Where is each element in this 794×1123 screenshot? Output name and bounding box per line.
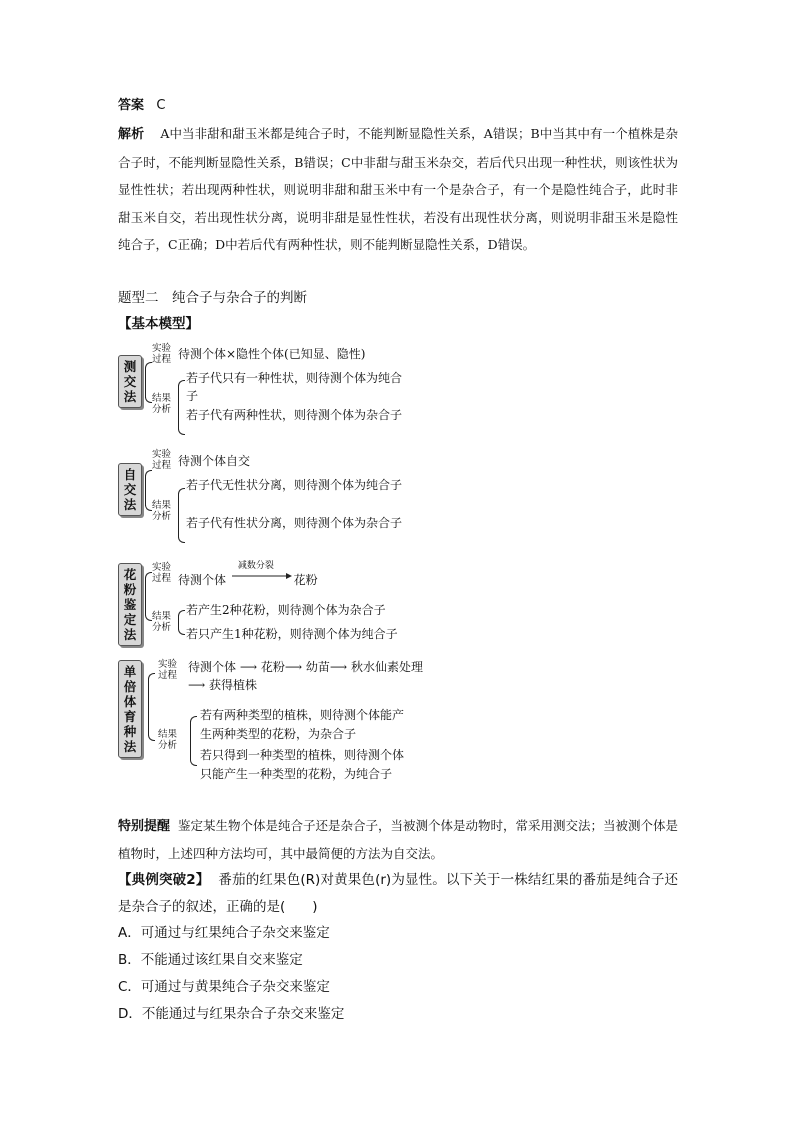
process-text: 待测个体×隐性个体(已知显、隐性) [178, 347, 366, 361]
step-5: 获得植株 [209, 678, 258, 692]
method-name-box [118, 563, 142, 646]
result-2: 若子代有性状分离，则待测个体为杂合子 [186, 516, 403, 530]
example-stem [118, 867, 678, 921]
bracket-bottom [145, 372, 152, 403]
result-bracket-bottom [190, 735, 197, 766]
step-2: 花粉 [260, 660, 285, 674]
result-label: 结果分析 [152, 611, 172, 633]
model-title: 【基本模型】 [118, 316, 199, 332]
process-to: 花粉 [293, 573, 318, 587]
analysis-paragraph [118, 120, 678, 259]
result-1: 若产生2种花粉，则待测个体为杂合子 [186, 603, 386, 617]
analysis-text: A中当非甜和甜玉米都是纯合子时，不能判断显隐性关系，A错误；B中当其中有一个植株是杂合子时，不能判断显隐性关系，B错误；C中非甜与甜玉米杂交，若后代只出现一种性状，则该性状为显性性状；若出现两种性状，则说明非甜和甜玉米中有一个是杂合子，有一个是隐性纯合子，此时非甜玉米自交，若出现性状分离，说明非甜是显性性状，若没有出现性状分离，则说明非甜玉米是隐性纯合子，C正确；D中若后代有两种性状，则不能判断显隐性关系，D错误。 [118, 126, 678, 252]
method-name: 测交法 [123, 359, 137, 404]
answer-label: 答案 [118, 98, 145, 113]
tip-paragraph [118, 812, 678, 867]
step-4: 秋水仙素处理 [350, 660, 423, 674]
process-arrow-label: 减数分裂 [237, 561, 274, 571]
method-name: 花粉鉴定法 [123, 567, 137, 642]
bracket-bottom [145, 590, 152, 621]
answer-value: C [156, 98, 166, 113]
arrow-icon: ⟶ [188, 678, 210, 692]
result-bracket-top [178, 488, 185, 505]
proc-label: 实验过程 [152, 343, 172, 365]
bracket-bottom [145, 480, 152, 511]
method-name: 单倍体育种法 [123, 664, 137, 754]
arrow-icon: ⟶ [236, 660, 261, 674]
option-c: C．可通过与黄果纯合子杂交来鉴定 [118, 979, 330, 995]
result-bracket-top [178, 380, 185, 397]
example-text: 番茄的红果色(R)对黄果色(r)为显性。以下关于一株结红果的番茄是纯合子还是杂合子的叙述，正确的是( ) [118, 872, 678, 915]
method-name-box [118, 463, 142, 516]
result-label: 结果分析 [158, 729, 178, 751]
result-bracket-bottom [178, 396, 185, 435]
analysis-label: 解析 [118, 127, 145, 142]
result-bracket-bottom [178, 620, 185, 635]
process-from: 待测个体 [178, 573, 227, 587]
result-1: 若子代只有一种性状，则待测个体为纯合子 [186, 371, 403, 403]
result-1: 若子代无性状分离，则待测个体为纯合子 [186, 478, 403, 492]
arrow-icon: ⟶ [284, 660, 306, 674]
option-b: B．不能通过该红果自交来鉴定 [118, 952, 303, 968]
arrow-icon [230, 566, 292, 584]
option-d: D．不能通过与红果杂合子杂交来鉴定 [118, 1006, 345, 1022]
step-1: 待测个体 [188, 660, 237, 674]
answer-line [118, 93, 678, 119]
result-2: 若只得到一种类型的植株，则待测个体只能产生一种类型的花粉，为纯合子 [200, 748, 405, 781]
example-label: 【典例突破2】 [118, 872, 210, 888]
tip-label: 特别提醒 [118, 819, 171, 834]
process-line [188, 658, 428, 694]
bracket-bottom [148, 700, 155, 741]
process-arrow [230, 561, 290, 584]
result-label: 结果分析 [152, 393, 172, 415]
section-title: 题型二 纯合子与杂合子的判断 [118, 290, 307, 306]
process-text: 待测个体自交 [178, 454, 251, 468]
method-name-box [118, 660, 142, 758]
step-3: 幼苗 [305, 660, 330, 674]
result-2: 若子代有两种性状，则待测个体为杂合子 [186, 408, 403, 422]
option-a: A．可通过与红果纯合子杂交来鉴定 [118, 925, 330, 941]
method-name-box [118, 355, 142, 408]
process-line [178, 561, 318, 589]
result-2: 若只产生1种花粉，则待测个体为纯合子 [186, 627, 398, 641]
proc-label: 实验过程 [158, 659, 178, 681]
result-1: 若有两种类型的植株，则待测个体能产生两种类型的花粉，为杂合子 [200, 708, 405, 741]
method-name: 自交法 [123, 467, 137, 512]
tip-text: 鉴定某生物个体是纯合子还是杂合子，当被测个体是动物时，常采用测交法；当被测个体是植物时，上述四种方法均可，其中最简便的方法为自交法。 [118, 818, 678, 861]
proc-label: 实验过程 [152, 449, 172, 471]
result-bracket-bottom [178, 504, 185, 543]
result-label: 结果分析 [152, 500, 172, 522]
proc-label: 实验过程 [152, 562, 172, 584]
arrow-icon: ⟶ [329, 660, 351, 674]
